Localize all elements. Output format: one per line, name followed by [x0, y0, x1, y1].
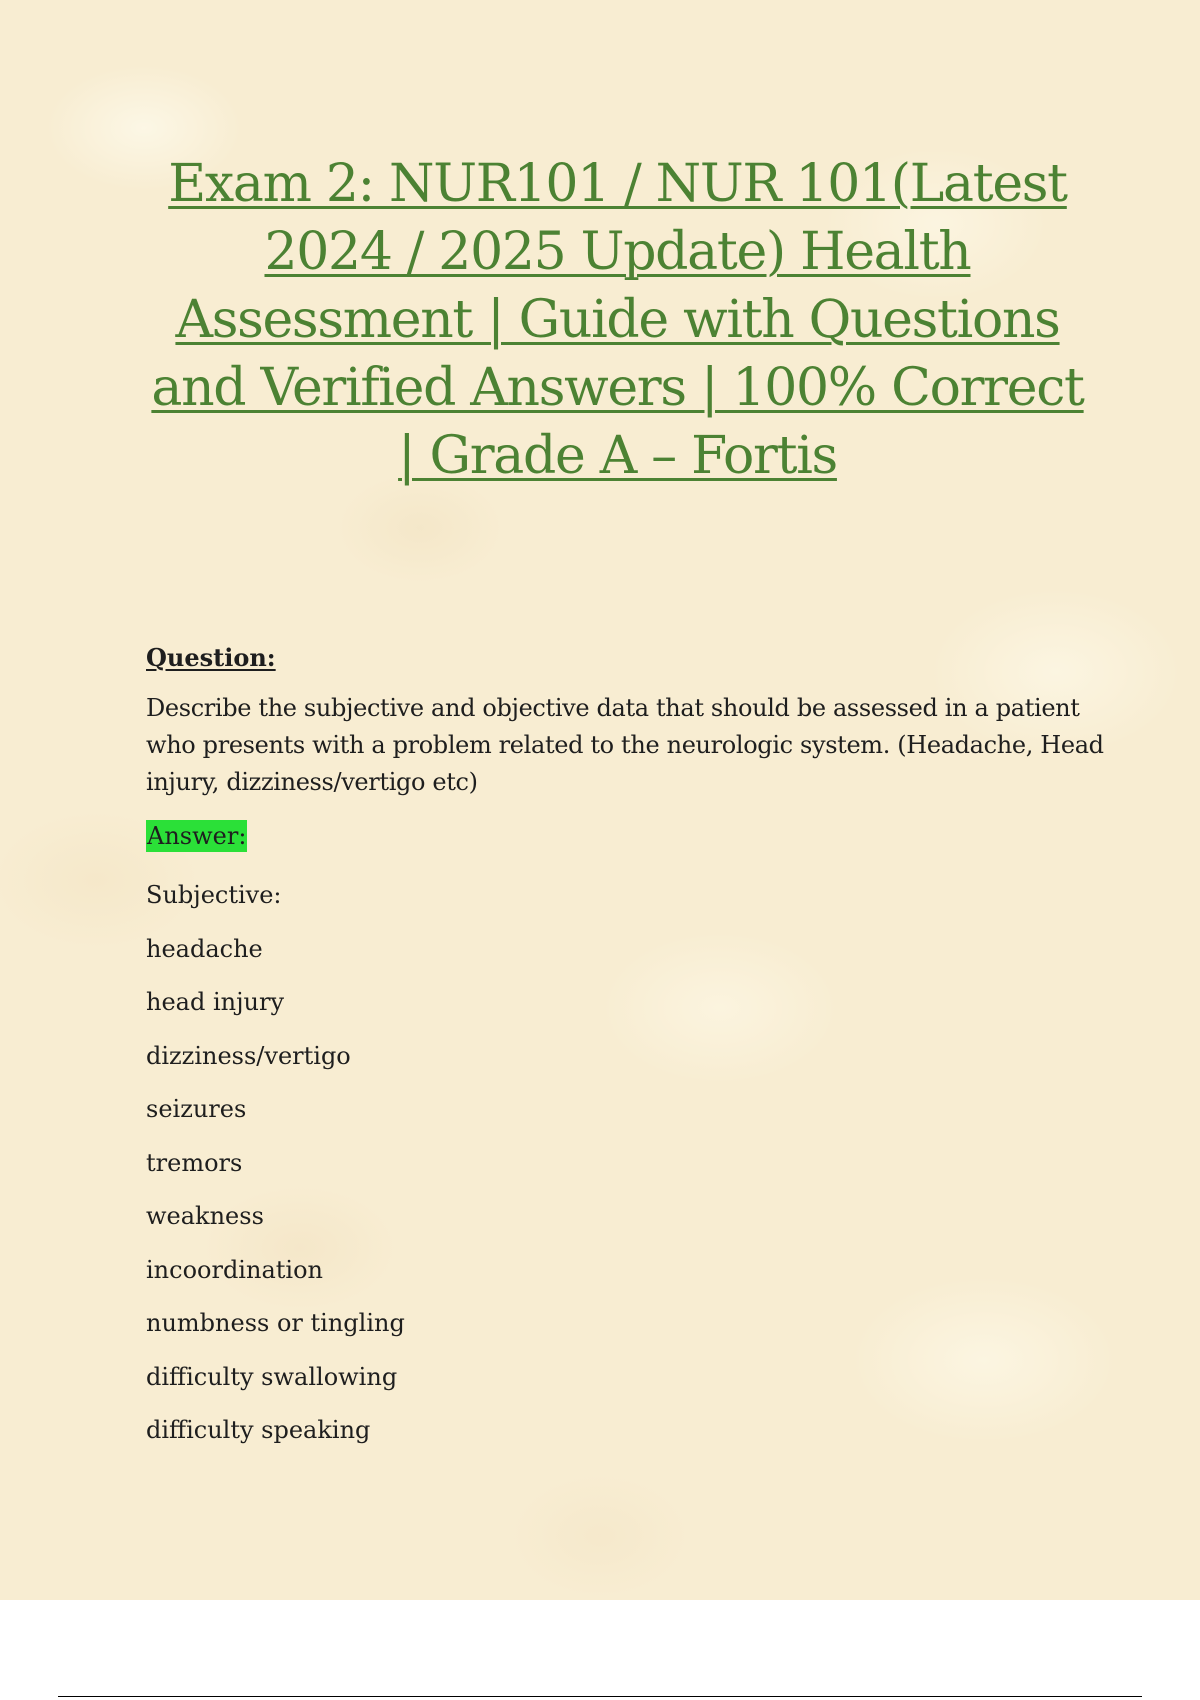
answer-line-difficulty-speaking: difficulty speaking [146, 1416, 371, 1444]
answer-label-highlight: Answer: [147, 822, 247, 850]
question-section [146, 642, 1106, 1458]
answer-line-head-injury: head injury [146, 988, 285, 1016]
answer-line-seizures: seizures [146, 1095, 247, 1123]
question-text: Describe the subjective and objective data that should be assessed in a patient who presents with a problem related to the neurologic system. (Headache, Head injury, dizziness/vertigo etc) [146, 694, 1104, 796]
answer-line-tremors: tremors [146, 1148, 243, 1177]
document-title: Exam 2: NUR101 / NUR 101(Latest 2024 / 2025 Update) Health Assessment | Guide with Questions and Verified Answers | 100% Correct | Grade A – Fortis [151, 154, 1084, 486]
answer-line-dizziness: dizziness/vertigo [146, 1041, 351, 1070]
answer-line-weakness: weakness [146, 1202, 264, 1230]
answer-line-numbness: numbness or tingling [146, 1309, 405, 1337]
answer-line-incoordination: incoordination [146, 1255, 323, 1284]
answer-label-line [146, 819, 1106, 853]
answer-list [146, 869, 1106, 1458]
answer-line-headache: headache [146, 934, 263, 963]
answer-line-subjective-heading: Subjective: [146, 881, 282, 909]
footer-divider [58, 1696, 1142, 1697]
question-label: Question: [146, 643, 276, 672]
answer-line-difficulty-swallowing: difficulty swallowing [146, 1362, 398, 1391]
